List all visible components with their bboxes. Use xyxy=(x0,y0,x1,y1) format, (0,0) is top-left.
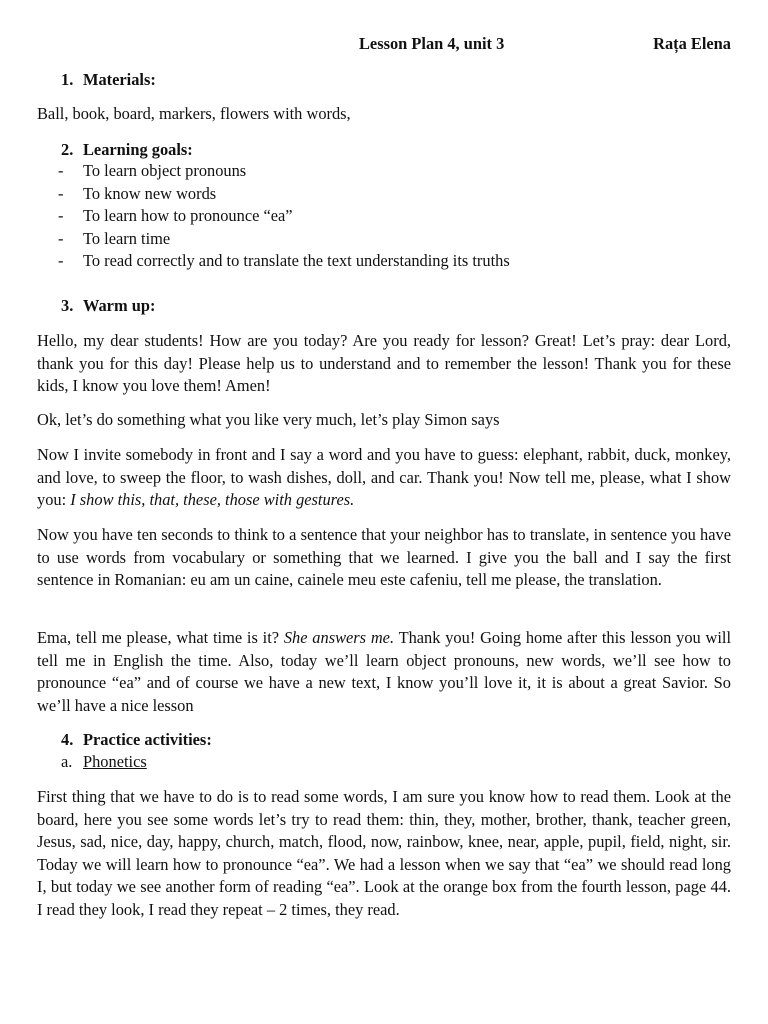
subsection-number: a. xyxy=(61,752,73,771)
list-item: - To know new words xyxy=(58,184,217,203)
section-heading-learning-goals xyxy=(61,140,193,160)
list-item: - To learn time xyxy=(58,229,171,248)
paragraph-phonetics: First thing that we have to do is to read some words, I am sure you know how to read them. Look at the board, here you see some words let’s try to read them: thin, they, mother, brother, thank, teacher green, Jesus, sad, nice, day, happy, church, match, flood, now, rainbow, knee, near, apple, pupil, field, night, sir. Today we will learn how to pronounce “ea”. We had a lesson when we say that “ea” we should read long I, but today we see another form of reading “ea”. Look at the orange box from the fourth lesson, page 44. I read they look, I read they repeat – 2 times, they read. xyxy=(37,787,731,919)
section-title: Practice activities: xyxy=(83,730,212,749)
paragraph-translation: Now you have ten seconds to think to a sentence that your neighbor has to translate, in sentence you have to use words from vocabulary or something that we learned. I give you the ball and I say the first sentence in Romanian: eu am un caine, cainele meu este cafeniu, tell me please, the translation. xyxy=(37,525,731,590)
lesson-title: Lesson Plan 4, unit 3 xyxy=(359,34,505,53)
subsection-heading-phonetics xyxy=(61,752,147,772)
section-heading-warm-up xyxy=(61,296,155,316)
paragraph-simon-says: Ok, let’s do something what you like very much, let’s play Simon says xyxy=(37,410,500,429)
section-number: 4. xyxy=(61,730,74,749)
list-item: - To read correctly and to translate the text understanding its truths xyxy=(58,251,510,270)
materials-text: Ball, book, board, markers, flowers with words, xyxy=(37,104,351,123)
subsection-title: Phonetics xyxy=(83,752,147,771)
page-header xyxy=(37,34,731,56)
section-title: Learning goals: xyxy=(83,140,193,159)
section-heading-materials xyxy=(61,70,156,90)
section-heading-practice-activities xyxy=(61,730,212,750)
list-item: - To learn how to pronounce “ea” xyxy=(58,206,293,225)
paragraph-guess: Now I invite somebody in front and I say a word and you have to guess: elephant, rabbit, duck, monkey, and love, to sweep the floor, to wash dishes, doll, and car. Thank you! Now tell me, please, what I show you: I show this, that, these, those with gestures. xyxy=(37,445,731,510)
section-number: 1. xyxy=(61,70,74,89)
list-item: - To learn object pronouns xyxy=(58,161,247,180)
section-title: Materials: xyxy=(83,70,156,89)
section-number: 3. xyxy=(61,296,74,315)
paragraph-time: Ema, tell me please, what time is it? She answers me. Thank you! Going home after this lesson you will tell me in English the time. Also, today we’ll learn object pronouns, new words, we’ll see how to pronounce “ea” and of course we have a new text, I know you’ll love it, it is about a great Savior. So we’ll have a nice lesson xyxy=(37,628,732,715)
author-name: Rața Elena xyxy=(653,34,731,53)
paragraph-greeting: Hello, my dear students! How are you today? Are you ready for lesson? Great! Let’s pray: dear Lord, thank you for this day! Please help us to understand and to remember the lesson! Thank you for these kids, I know you love them! Amen! xyxy=(37,331,731,396)
section-number: 2. xyxy=(61,140,74,159)
section-title: Warm up: xyxy=(83,296,156,315)
